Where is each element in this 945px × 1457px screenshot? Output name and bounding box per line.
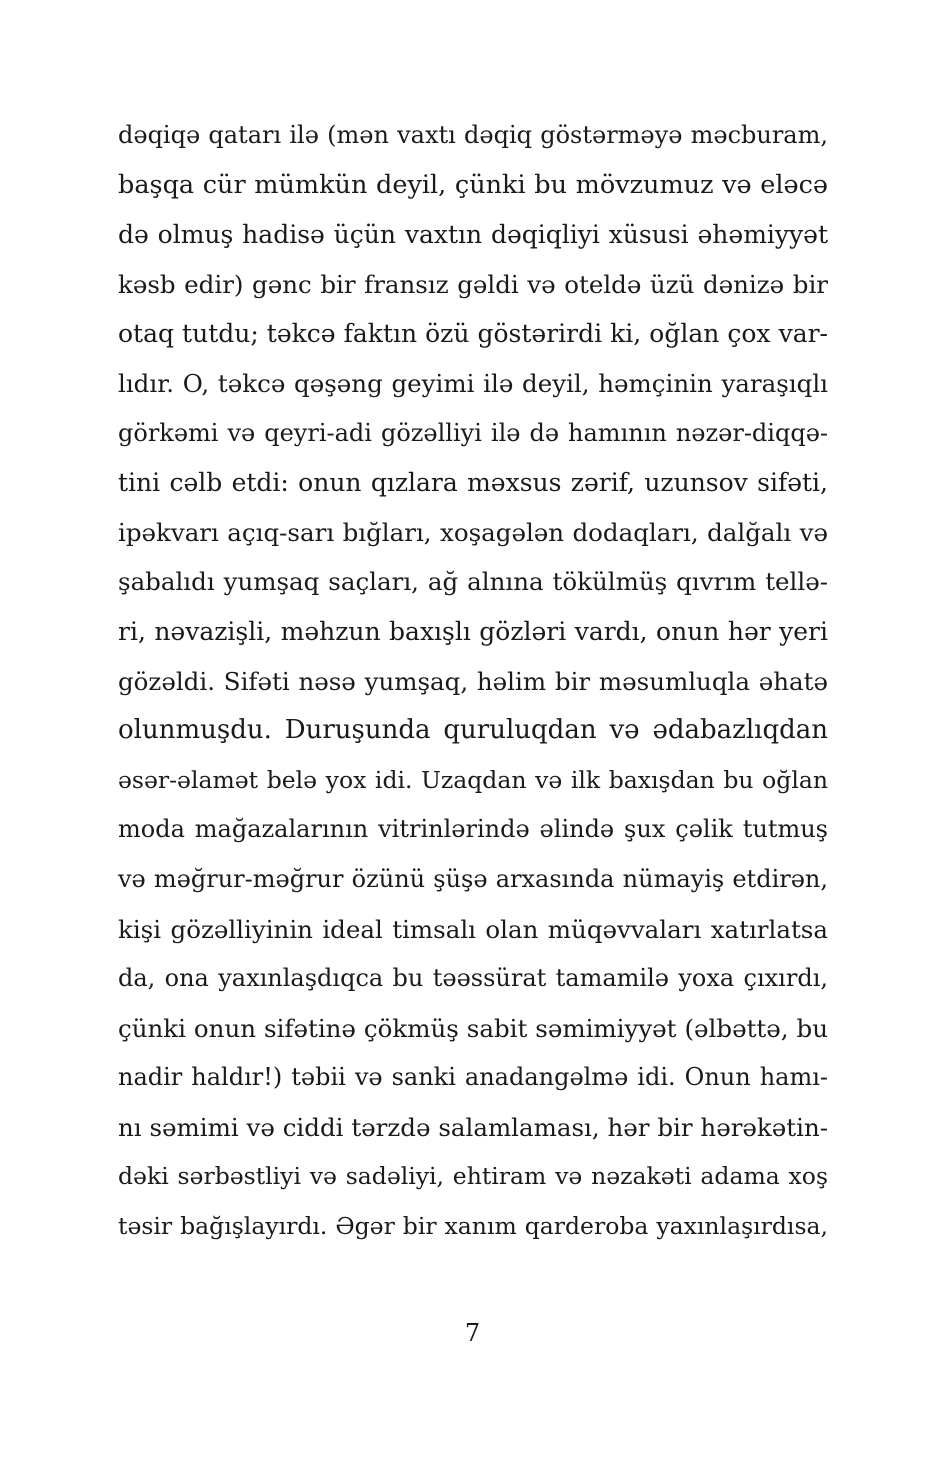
body-text (118, 111, 828, 1252)
text-line: nı səmimi və ciddi tərzdə salamlaması, hər bir hərəkətin- (118, 1112, 828, 1142)
text-line: təsir bağışlayırdı. Əgər bir xanım qarderoba yaxınlaşırdısa, (118, 1212, 828, 1241)
text-line: olunmuşdu. Duruşunda quruluqdan və ədabazlıqdan (118, 715, 828, 746)
text-line: ri, nəvazişli, məhzun baxışlı gözləri vardı, onun hər yeri (118, 616, 828, 646)
text-line: görkəmi və qeyri-adi gözəlliyi ilə də hamının nəzər-diqqə- (118, 418, 828, 447)
text-line: nadir haldır!) təbii və sanki anadangəlmə idi. Onun hamı- (118, 1063, 828, 1092)
text-line: başqa cür mümkün deyil, çünki bu mövzumuz və eləcə (118, 169, 828, 200)
page-number: 7 (464, 1319, 481, 1347)
text-line: və məğrur-məğrur özünü şüşə arxasında nümayiş etdirən, (118, 864, 828, 893)
text-line: dəki sərbəstliyi və sadəliyi, ehtiram və nəzakəti adama xoş (118, 1162, 828, 1191)
text-line: də olmuş hadisə üçün vaxtın dəqiqliyi xüsusi əhəmiyyət (118, 220, 828, 250)
text-line: otaq tutdu; təkcə faktın özü göstərirdi ki, oğlan çox var- (118, 319, 828, 349)
text-line: tini cəlb etdi: onun qızlara məxsus zərif, uzunsov sifəti, (118, 468, 828, 498)
text-line: çünki onun sifətinə çökmüş sabit səmimiyyət (əlbəttə, bu (118, 1013, 828, 1043)
text-line: da, ona yaxınlaşdıqca bu təəssürat tamamilə yoxa çıxırdı, (118, 964, 828, 993)
text-line: lıdır. O, təkcə qəşəng geyimi ilə deyil, həmçinin yaraşıqlı (118, 368, 828, 398)
text-line: dəqiqə qatarı ilə (mən vaxtı dəqiq göstərməyə məcburam, (118, 121, 828, 149)
text-line: moda mağazalarının vitrinlərində əlində şux çəlik tutmuş (118, 815, 828, 844)
text-line: ipəkvarı açıq-sarı bığları, xoşagələn dodaqları, dalğalı və (118, 517, 828, 547)
text-line: şabalıdı yumşaq saçları, ağ alnına tökülmüş qıvrım tellə- (118, 567, 828, 597)
text-line: gözəldi. Sifəti nəsə yumşaq, həlim bir məsumluqla əhatə (118, 666, 828, 696)
text-line: əsər-əlamət belə yox idi. Uzaqdan və ilk baxışdan bu oğlan (118, 765, 828, 794)
text-line: kəsb edir) gənc bir fransız gəldi və oteldə üzü dənizə bir (118, 269, 828, 299)
text-line: kişi gözəlliyinin ideal timsalı olan müqəvvaları xatırlatsa (118, 914, 828, 944)
